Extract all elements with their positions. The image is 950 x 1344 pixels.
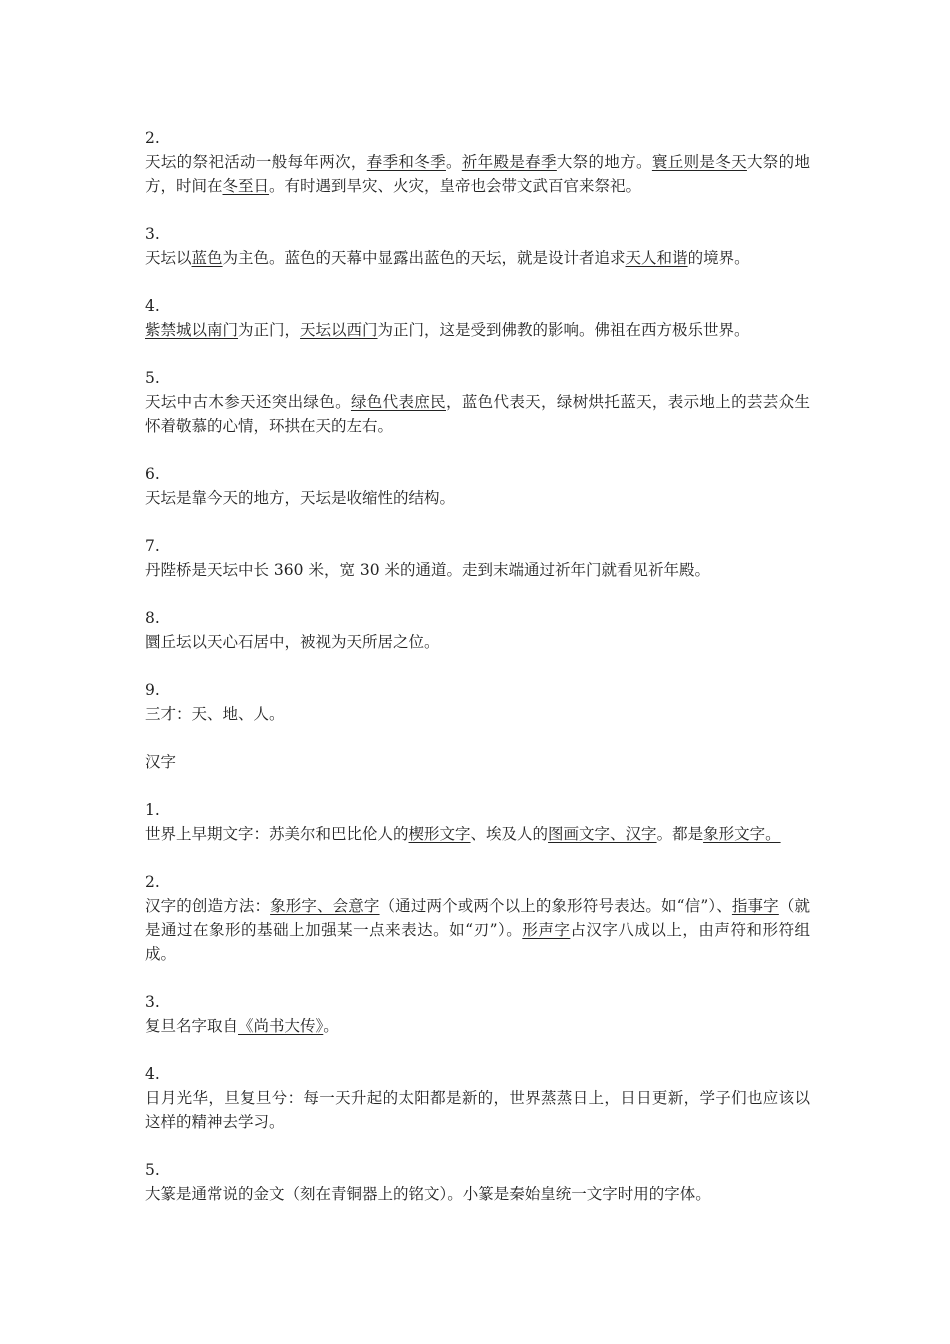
item-paragraph (145, 1014, 810, 1038)
item-paragraph (145, 246, 810, 270)
underlined-key-term: 春季和冬季 (366, 153, 446, 171)
underlined-key-term: 天坛以西门 (300, 321, 378, 339)
text-run: 丹陛桥是天坛中长 360 米，宽 30 米的通道。走到末端通过祈年门就看见祈年殿。 (145, 561, 711, 579)
text-run: 大祭的地方，时间在 (145, 153, 810, 195)
text-run: 为正门， (238, 321, 301, 339)
item-number: 8. (145, 609, 160, 627)
text-run: 天坛的祭祀活动一般每年两次， (145, 153, 367, 171)
item-paragraph (145, 390, 810, 438)
item-number: 9. (145, 681, 160, 699)
item-number: 2. (145, 129, 160, 147)
underlined-key-term: 指事字 (731, 897, 779, 915)
text-run: 三才：天、地、人。 (145, 705, 285, 723)
underlined-key-term: 寰丘则是冬天 (651, 153, 747, 171)
text-run: 复旦名字取自 (145, 1017, 239, 1035)
underlined-key-term: 《尚书大传》 (238, 1017, 324, 1035)
text-run: 汉字的创造方法： (145, 897, 271, 915)
item-number: 6. (145, 465, 160, 483)
underlined-key-term: 图画文字、汉字 (548, 825, 657, 843)
text-run: 。 (445, 153, 462, 171)
text-run: 天坛中古木参天还突出绿色。 (145, 393, 351, 411)
item-number: 2. (145, 873, 160, 891)
text-run: 圜丘坛以天心石居中，被视为天所居之位。 (145, 633, 440, 651)
text-run: 大祭的地方。 (556, 153, 652, 171)
underlined-key-term: 祈年殿是春季 (461, 153, 557, 171)
underlined-key-term: 象形文字。 (703, 825, 781, 843)
text-run: 。都是 (656, 825, 704, 843)
text-run: 、埃及人的 (470, 825, 549, 843)
item-paragraph (145, 702, 810, 726)
text-run: 天坛以 (145, 249, 192, 267)
item-number: 5. (145, 369, 160, 387)
item-paragraph (145, 894, 810, 966)
item-paragraph (145, 1182, 810, 1206)
underlined-key-term: 绿色代表庶民 (350, 393, 446, 411)
text-run: ，蓝色代表天，绿树烘托蓝天，表示地上的芸芸众生怀着敬慕的心情，环拱在天的左右。 (145, 393, 810, 435)
text-run: 的境界。 (687, 249, 750, 267)
item-number: 4. (145, 1065, 160, 1083)
item-paragraph (145, 150, 810, 198)
item-paragraph (145, 1086, 810, 1134)
text-run: 天坛是靠今天的地方，天坛是收缩性的结构。 (145, 489, 456, 507)
text-run: （通过两个或两个以上的象形符号表达。如“信”）、 (379, 897, 732, 915)
item-number: 4. (145, 297, 160, 315)
text-run: 占汉字八成以上，由声符和形符组成。 (145, 921, 810, 963)
text-run: 大篆是通常说的金文（刻在青铜器上的铭文）。小篆是秦始皇统一文字时用的字体。 (145, 1185, 711, 1203)
text-run: 为正门，这是受到佛教的影响。佛祖在西方极乐世界。 (377, 321, 750, 339)
underlined-key-term: 象形字、会意字 (270, 897, 380, 915)
text-run: 世界上早期文字：苏美尔和巴比伦人的 (145, 825, 409, 843)
text-run: 。有时遇到旱灾、火灾，皇帝也会带文武百官来祭祀。 (269, 177, 642, 195)
text-run: 为主色。蓝色的天幕中显露出蓝色的天坛，就是设计者追求 (222, 249, 626, 267)
underlined-key-term: 蓝色 (191, 249, 223, 267)
item-number: 5. (145, 1161, 160, 1179)
item-number: 3. (145, 993, 160, 1011)
text-run: 。 (323, 1017, 339, 1035)
underlined-key-term: 冬至日 (222, 177, 270, 195)
document-body (145, 126, 810, 1230)
item-paragraph (145, 486, 810, 510)
underlined-key-term: 形声字 (522, 921, 571, 939)
item-number: 7. (145, 537, 160, 555)
text-run: （就是通过在象形的基础上加强某一点来表达。如“刃”）。 (145, 897, 810, 939)
underlined-key-term: 天人和谐 (625, 249, 688, 267)
item-paragraph (145, 558, 810, 582)
underlined-key-term: 楔形文字 (408, 825, 471, 843)
item-paragraph (145, 630, 810, 654)
item-number: 3. (145, 225, 160, 243)
text-run: 日月光华，旦复旦兮：每一天升起的太阳都是新的，世界蒸蒸日上，日日更新，学子们也应该以这样的精神去学习。 (145, 1089, 810, 1131)
section-heading: 汉字 (145, 753, 177, 771)
item-paragraph (145, 822, 810, 846)
underlined-key-term: 紫禁城以南门 (145, 321, 239, 339)
item-paragraph (145, 318, 810, 342)
item-number: 1. (145, 801, 160, 819)
